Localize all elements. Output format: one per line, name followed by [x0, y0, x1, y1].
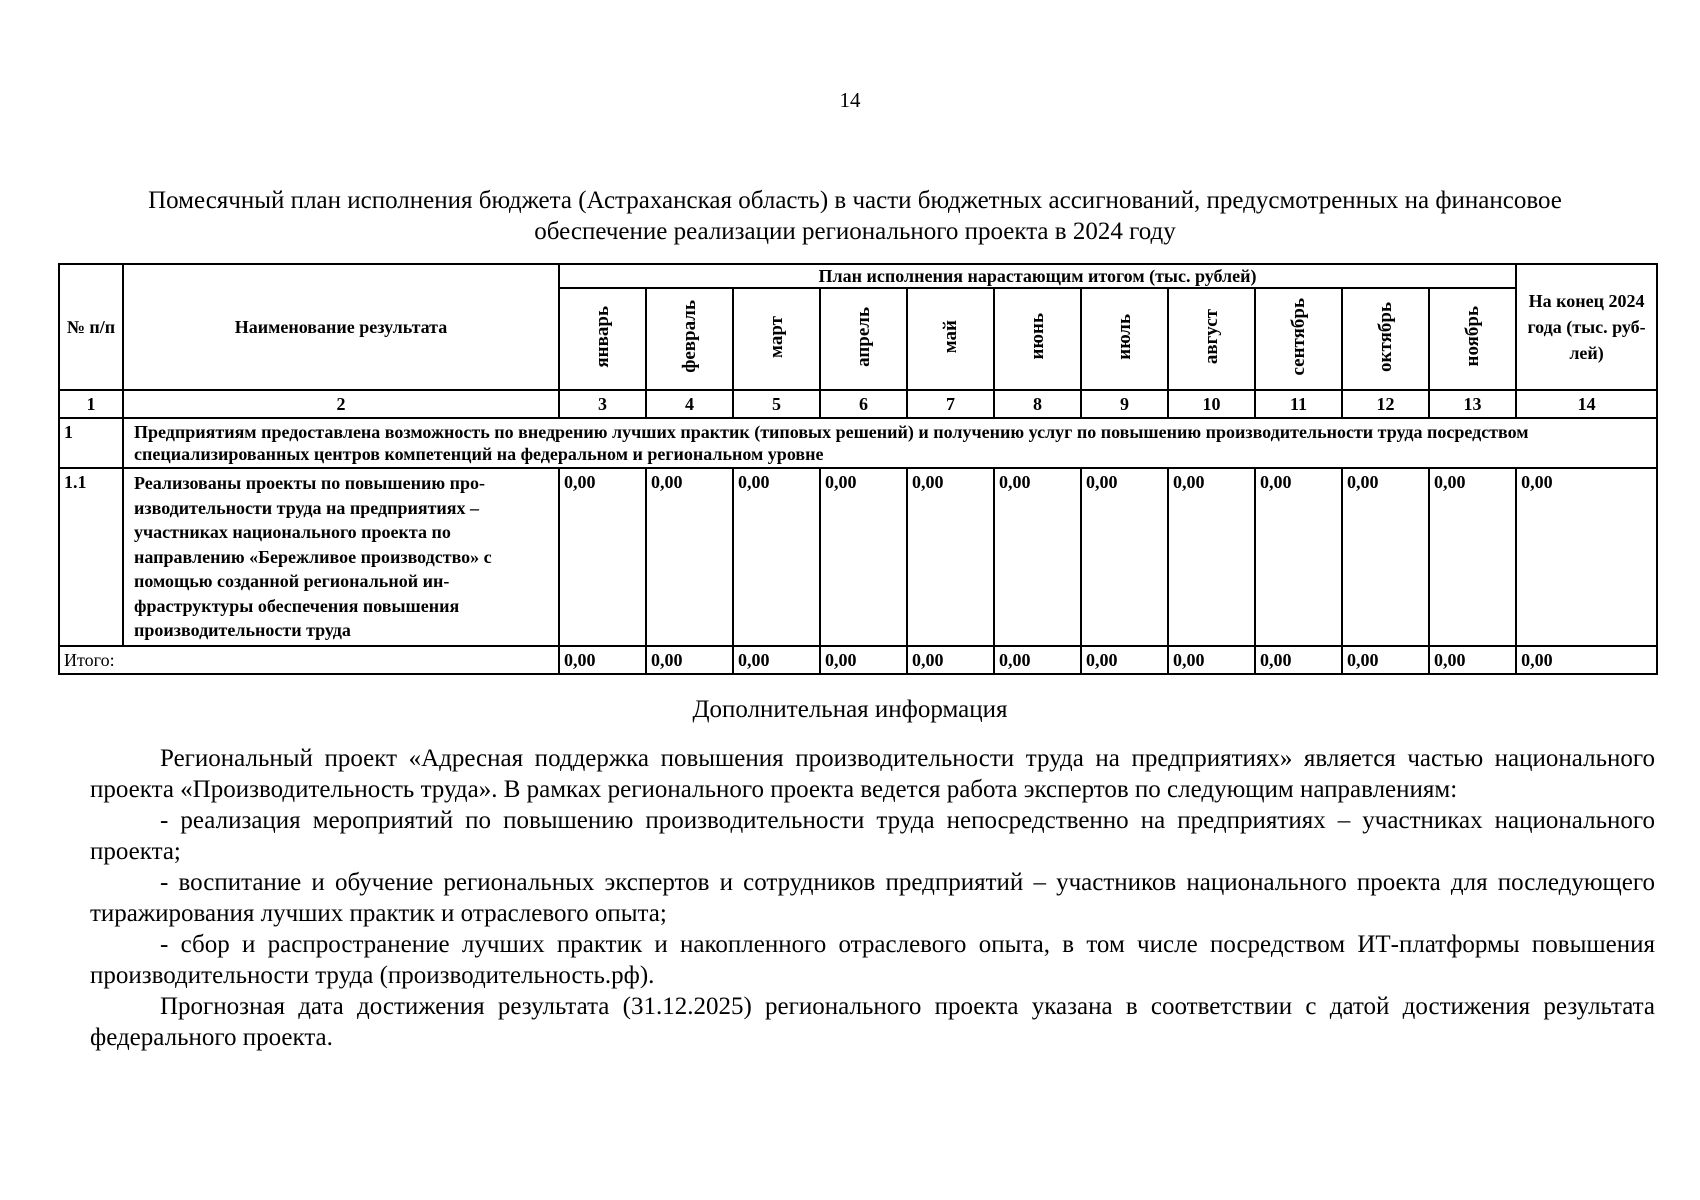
total-value: 0,00	[1516, 646, 1657, 674]
section-number: 1	[59, 418, 123, 468]
row-result-name: Реализованы проекты по повышению про-изводительности труда на предприятиях – участниках национального проекта по направлению «Бережливое производство» с помощью созданной региональной ин-фраструктуры обеспечения повышения производительности труда	[123, 468, 559, 646]
column-number: 10	[1168, 390, 1255, 418]
page-number: 14	[839, 88, 861, 112]
total-value: 0,00	[907, 646, 994, 674]
column-number: 9	[1081, 390, 1168, 418]
row-value: 0,00	[1429, 468, 1516, 646]
total-value: 0,00	[646, 646, 733, 674]
month-header: май	[907, 288, 994, 390]
section-row	[59, 418, 1657, 468]
total-value: 0,00	[733, 646, 820, 674]
month-header: июль	[1081, 288, 1168, 390]
header-result-name: Наименование результата	[123, 264, 559, 390]
total-value: 0,00	[1429, 646, 1516, 674]
column-number: 7	[907, 390, 994, 418]
total-value: 0,00	[994, 646, 1081, 674]
row-value: 0,00	[1168, 468, 1255, 646]
total-value: 0,00	[1342, 646, 1429, 674]
document-title: Помесячный план исполнения бюджета (Астраханская область) в части бюджетных ассигнований, предусмотренных на финансовое обеспечение реализации регионального проекта в 2024 году	[148, 187, 1562, 245]
table-header-row	[59, 264, 1657, 288]
month-header: август	[1168, 288, 1255, 390]
month-header: апрель	[820, 288, 907, 390]
month-header: сентябрь	[1255, 288, 1342, 390]
month-header: ноябрь	[1429, 288, 1516, 390]
additional-info-heading: Дополнительная информация	[692, 696, 1008, 723]
column-number: 1	[59, 390, 123, 418]
row-value: 0,00	[1255, 468, 1342, 646]
row-value: 0,00	[1342, 468, 1429, 646]
row-value: 0,00	[646, 468, 733, 646]
additional-paragraph: Региональный проект «Адресная поддержка повышения производительности труда на предприятиях» является частью национального проекта «Производительность труда». В рамках регионального проекта ведется работа экспертов по следующим направлениям:	[90, 745, 1655, 803]
total-value: 0,00	[1081, 646, 1168, 674]
row-value: 0,00	[1081, 468, 1168, 646]
column-numbers-row	[59, 390, 1657, 418]
additional-paragraph: - воспитание и обучение региональных экспертов и сотрудников предприятий – участников национального проекта для последующего тиражирования лучших практик и отраслевого опыта;	[90, 869, 1655, 927]
column-number: 4	[646, 390, 733, 418]
column-number: 11	[1255, 390, 1342, 418]
header-year-end: На конец 2024 года (тыс. руб-лей)	[1516, 264, 1657, 390]
additional-paragraph: - сбор и распространение лучших практик и накопленного отраслевого опыта, в том числе посредством ИТ-платформы повышения производительности труда (производительность.рф).	[90, 931, 1655, 989]
additional-paragraph: Прогнозная дата достижения результата (31.12.2025) регионального проекта указана в соответствии с датой достижения результата федерального проекта.	[90, 993, 1655, 1051]
additional-info-body	[90, 743, 1655, 1053]
month-header: октябрь	[1342, 288, 1429, 390]
column-number: 2	[123, 390, 559, 418]
header-plan: План исполнения нарастающим итогом (тыс. рублей)	[559, 264, 1516, 288]
row-value: 0,00	[907, 468, 994, 646]
column-number: 14	[1516, 390, 1657, 418]
row-value: 0,00	[820, 468, 907, 646]
row-value: 0,00	[1516, 468, 1657, 646]
budget-plan-table	[58, 263, 1658, 675]
month-header: июнь	[994, 288, 1081, 390]
month-header: март	[733, 288, 820, 390]
column-number: 5	[733, 390, 820, 418]
section-text: Предприятиям предоставлена возможность по внедрению лучших практик (типовых решений) и получению услуг по повышению производительности труда посредством специализированных центров компетенций на федеральном и региональном уровне	[123, 418, 1657, 468]
row-value: 0,00	[994, 468, 1081, 646]
column-number: 3	[559, 390, 646, 418]
column-number: 12	[1342, 390, 1429, 418]
total-row	[59, 646, 1657, 674]
header-number: № п/п	[59, 264, 123, 390]
row-value: 0,00	[733, 468, 820, 646]
row-number: 1.1	[59, 468, 123, 646]
table-row	[59, 468, 1657, 646]
total-value: 0,00	[1168, 646, 1255, 674]
month-header: февраль	[646, 288, 733, 390]
total-label: Итого:	[59, 646, 559, 674]
row-value: 0,00	[559, 468, 646, 646]
column-number: 8	[994, 390, 1081, 418]
total-value: 0,00	[559, 646, 646, 674]
column-number: 13	[1429, 390, 1516, 418]
month-header: январь	[559, 288, 646, 390]
total-value: 0,00	[820, 646, 907, 674]
additional-paragraph: - реализация мероприятий по повышению производительности труда непосредственно на предприятиях – участниках национального проекта;	[90, 807, 1655, 865]
total-value: 0,00	[1255, 646, 1342, 674]
column-number: 6	[820, 390, 907, 418]
